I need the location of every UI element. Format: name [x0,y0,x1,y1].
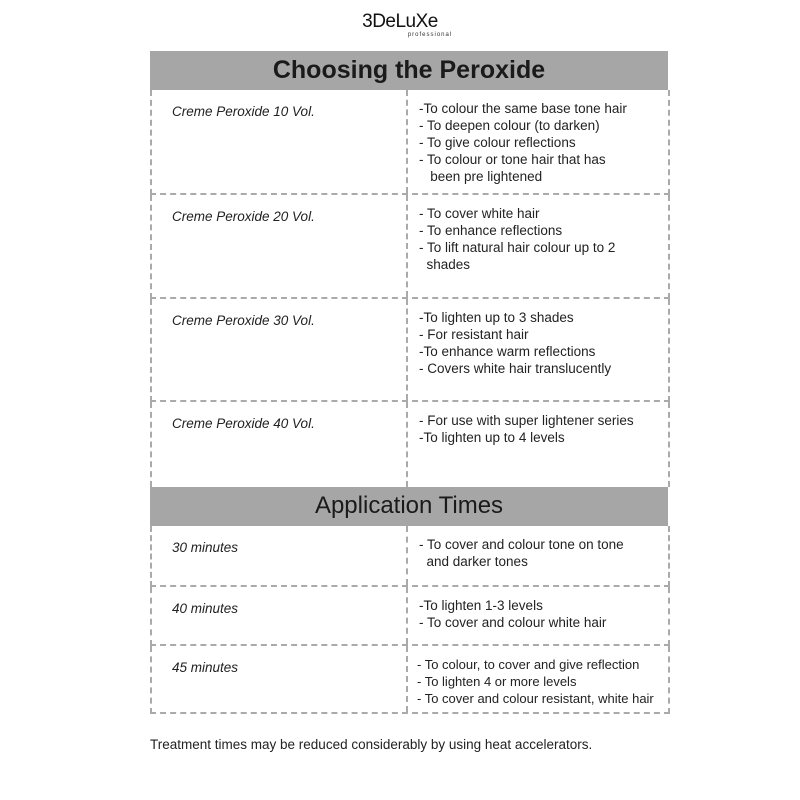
section-title-peroxide: Choosing the Peroxide [150,51,668,90]
use-line: -To lighten up to 3 shades [419,310,574,325]
peroxide-uses [408,195,668,297]
use-line: - To lighten 4 or more levels [417,674,577,689]
peroxide-name: Creme Peroxide 30 Vol. [152,299,408,400]
use-line: been pre lightened [419,169,543,184]
use-line: - To colour, to cover and give reflection [417,657,640,672]
brand-logo [0,12,800,38]
peroxide-name: Creme Peroxide 10 Vol. [152,90,408,193]
time-uses [408,587,668,644]
time-name: 40 minutes [152,587,408,644]
use-line: - To colour or tone hair that has [419,152,606,167]
logo-subtitle: professional [407,32,453,38]
logo-brand: 3DeLuXe [362,11,438,32]
use-line: - For resistant hair [419,327,529,342]
peroxide-uses [408,299,668,400]
time-name: 30 minutes [152,526,408,585]
use-line: - To cover and colour white hair [419,615,607,630]
table-row [150,587,670,646]
time-name: 45 minutes [152,646,408,712]
use-line: shades [419,257,471,272]
table-row [150,299,670,402]
use-line: - To enhance reflections [419,223,563,238]
time-uses [408,526,668,585]
use-line: - To give colour reflections [419,135,576,150]
use-line: -To lighten up to 4 levels [419,430,565,445]
time-uses [408,646,668,712]
use-line: -To enhance warm reflections [419,344,596,359]
footnote: Treatment times may be reduced considerably by using heat accelerators. [150,737,593,752]
use-line: - To cover and colour tone on tone [419,537,624,552]
use-line: and darker tones [419,554,528,569]
table-row [150,195,670,299]
table-row [150,90,670,195]
table-row [150,526,670,587]
section-title-application-times: Application Times [150,487,668,526]
peroxide-name: Creme Peroxide 40 Vol. [152,402,408,487]
use-line: - To cover white hair [419,206,540,221]
use-line: -To lighten 1-3 levels [419,598,543,613]
use-line: - To lift natural hair colour up to 2 [419,240,616,255]
table-row [150,646,670,714]
use-line: - To cover and colour resistant, white hair [417,691,654,706]
table-row [150,402,670,487]
peroxide-uses [408,90,668,193]
peroxide-uses [408,402,668,487]
peroxide-name: Creme Peroxide 20 Vol. [152,195,408,297]
use-line: - Covers white hair translucently [419,361,612,376]
use-line: -To colour the same base tone hair [419,101,627,116]
use-line: - For use with super lightener series [419,413,634,428]
use-line: - To deepen colour (to darken) [419,118,600,133]
